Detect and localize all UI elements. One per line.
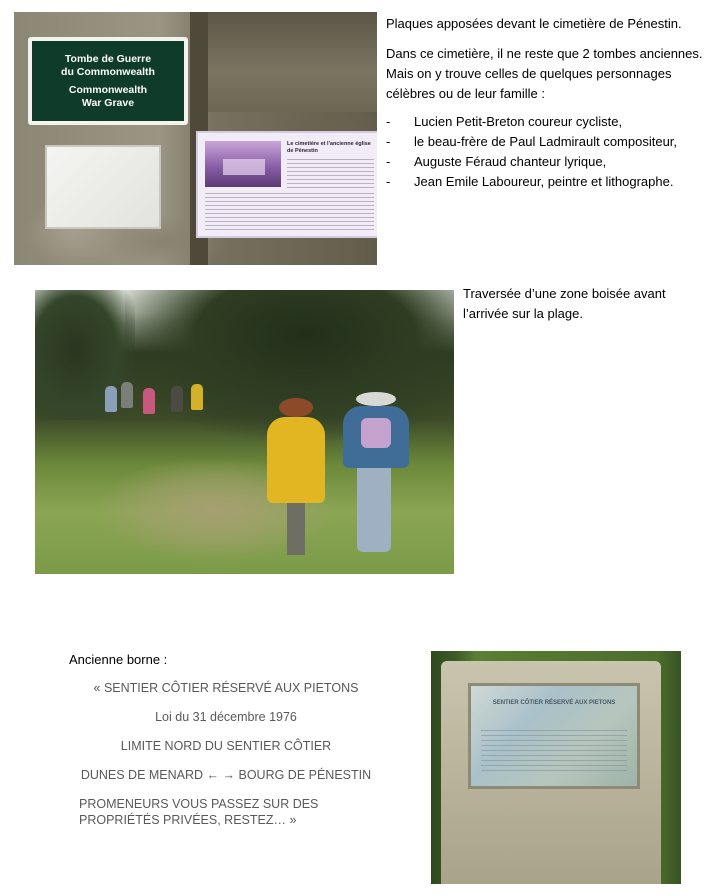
walk-caption: Traversée d’une zone boisée avant l’arrivée sur la plage. — [463, 286, 666, 321]
hiker-yellow-raincoat — [267, 417, 325, 503]
hiker — [121, 382, 133, 408]
list-item: - le beau-frère de Paul Ladmirault compositeur, — [386, 134, 678, 149]
hiker — [171, 386, 183, 412]
info-panel-text — [287, 159, 374, 189]
inscription-line: « SENTIER CÔTIER RÉSERVÉ AUX PIETONS — [93, 681, 359, 695]
borne-label: Ancienne borne : — [69, 652, 168, 667]
history-info-panel — [196, 131, 377, 238]
cemetery-plaques-photo — [14, 12, 377, 265]
info-panel-title: Le cimetière et l'ancienne église de Pénestin — [287, 141, 371, 154]
cemetery-paragraph: Dans ce cimetière, il ne reste que 2 tombes anciennes. Mais on y trouve celles de quelques personnages célèbres ou de leur famille : — [386, 46, 703, 101]
inscription-line: LIMITE NORD DU SENTIER CÔTIER — [120, 739, 332, 753]
list-item: - Jean Emile Laboureur, peintre et lithographe. — [386, 174, 674, 189]
inscription-line: Loi du 31 décembre 1976 — [155, 710, 297, 724]
sign-line-4: War Grave — [81, 96, 135, 109]
plaques-caption: Plaques apposées devant le cimetière de Pénestin. — [386, 16, 682, 31]
blank-plaque — [45, 145, 161, 229]
sign-line-2: du Commonwealth — [61, 65, 155, 78]
plate-title: SENTIER CÔTIER RÉSERVÉ AUX PIETONS — [492, 700, 616, 706]
stone-wall — [208, 12, 377, 112]
famous-people-list — [386, 112, 716, 192]
info-panel-text — [205, 193, 374, 231]
hiker — [105, 386, 117, 412]
inscription-line: PROMENEURS VOUS PASSEZ SUR DES PROPRIÉTÉS PRIVÉES, RESTEZ… » — [79, 797, 319, 827]
woodland-walk-photo — [35, 290, 454, 574]
trees — [35, 290, 135, 420]
sign-line-3: Commonwealth — [68, 84, 148, 96]
sign-line-1: Tombe de Guerre — [64, 53, 152, 65]
boundary-stone-photo — [431, 651, 681, 884]
commonwealth-war-grave-sign — [28, 37, 188, 125]
borne-inscription — [60, 680, 392, 841]
list-item: - Lucien Petit-Breton coureur cycliste, — [386, 114, 623, 129]
metal-plate — [468, 683, 640, 789]
old-church-illustration — [205, 141, 281, 187]
list-item: - Auguste Féraud chanteur lyrique, — [386, 154, 607, 169]
backpack — [361, 418, 391, 448]
plaques-description — [386, 14, 716, 192]
hiker — [143, 388, 155, 414]
hiker-blue-jacket — [343, 406, 409, 468]
hiker — [191, 384, 203, 410]
inscription-line: DUNES DE MENARD ← → BOURG DE PÉNESTIN — [80, 768, 372, 782]
plate-text — [481, 730, 627, 774]
